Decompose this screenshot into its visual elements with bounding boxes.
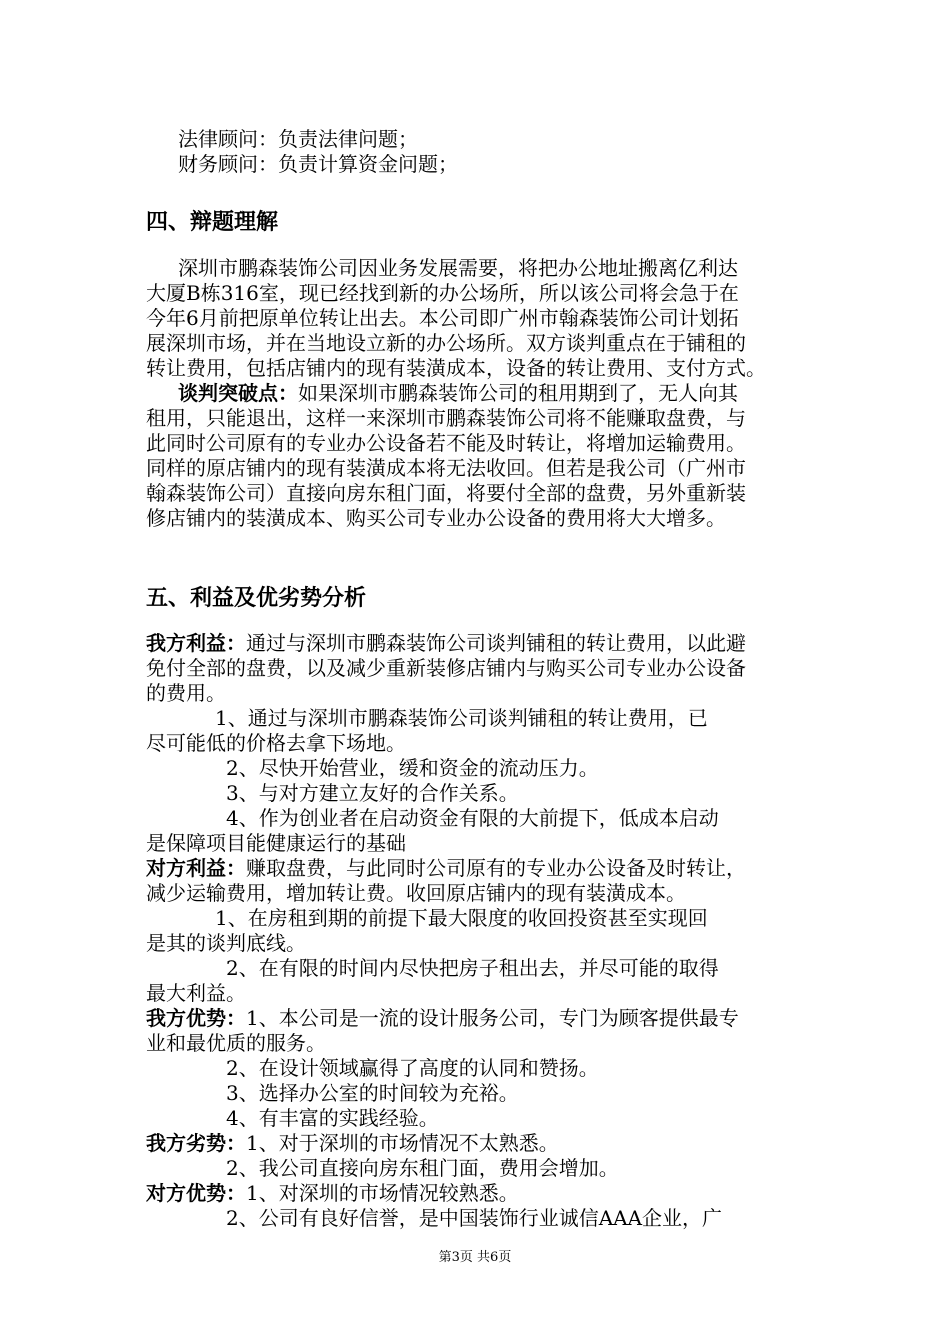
text-line: 免付全部的盘费，以及减少重新装修店铺内与购买公司专业办公设备 bbox=[146, 656, 746, 680]
text-line: 4、有丰富的实践经验。 bbox=[226, 1106, 439, 1130]
text-line: 2、我公司直接向房东租门面，费用会增加。 bbox=[226, 1156, 619, 1180]
text-line: 法律顾问：负责法律问题； bbox=[178, 127, 418, 151]
text-line: 2、在设计领域赢得了高度的认同和赞扬。 bbox=[226, 1056, 599, 1080]
text-line bbox=[178, 381, 838, 406]
inline-text: 如果深圳市鹏森装饰公司的租用期到了，无人向其 bbox=[298, 381, 738, 405]
text-line: 2、公司有良好信誉，是中国装饰行业诚信AAA企业，广 bbox=[226, 1206, 723, 1230]
text-line: 减少运输费用，增加转让费。收回原店铺内的现有装潢成本。 bbox=[146, 881, 686, 905]
page-footer: 第3页 共6页 bbox=[438, 1250, 512, 1265]
text-line bbox=[146, 1181, 806, 1206]
inline-label: 我方优势： bbox=[146, 1006, 246, 1030]
text-line bbox=[146, 1131, 806, 1156]
text-line: 3、选择办公室的时间较为充裕。 bbox=[226, 1081, 519, 1105]
text-line: 大厦B栋316室，现已经找到新的办公场所，所以该公司将会急于在 bbox=[146, 281, 739, 305]
inline-text: 赚取盘费，与此同时公司原有的专业办公设备及时转让， bbox=[246, 856, 746, 880]
inline-text: 1、本公司是一流的设计服务公司，专门为顾客提供最专 bbox=[246, 1006, 739, 1030]
inline-text: 通过与深圳市鹏森装饰公司谈判铺租的转让费用，以此避 bbox=[246, 631, 746, 655]
text-line: 2、在有限的时间内尽快把房子租出去，并尽可能的取得 bbox=[226, 956, 719, 980]
text-line: 最大利益。 bbox=[146, 981, 246, 1005]
text-line: 是保障项目能健康运行的基础 bbox=[146, 831, 406, 855]
text-line bbox=[146, 1006, 806, 1031]
text-line: 翰森装饰公司）直接向房东租门面，将要付全部的盘费，另外重新装 bbox=[146, 481, 746, 505]
text-line: 4、作为创业者在启动资金有限的大前提下，低成本启动 bbox=[226, 806, 719, 830]
text-line: 2、尽快开始营业，缓和资金的流动压力。 bbox=[226, 756, 599, 780]
text-line: 是其的谈判底线。 bbox=[146, 931, 306, 955]
text-line: 3、与对方建立友好的合作关系。 bbox=[226, 781, 519, 805]
inline-text: 1、对深圳的市场情况较熟悉。 bbox=[246, 1181, 519, 1205]
inline-label: 对方优势： bbox=[146, 1181, 246, 1205]
text-line: 1、在房租到期的前提下最大限度的收回投资甚至实现回 bbox=[215, 906, 708, 930]
inline-label: 我方劣势： bbox=[146, 1131, 246, 1155]
section-heading: 五、利益及优劣势分析 bbox=[146, 586, 367, 611]
text-line: 深圳市鹏森装饰公司因业务发展需要，将把办公地址搬离亿利达 bbox=[178, 256, 738, 280]
text-line: 展深圳市场，并在当地设立新的办公场所。双方谈判重点在于铺租的 bbox=[146, 331, 746, 355]
inline-text: 1、对于深圳的市场情况不太熟悉。 bbox=[246, 1131, 559, 1155]
inline-label: 对方利益： bbox=[146, 856, 246, 880]
section-heading: 四、辩题理解 bbox=[146, 210, 279, 235]
text-line bbox=[146, 856, 806, 881]
text-line: 今年6月前把原单位转让出去。本公司即广州市翰森装饰公司计划拓 bbox=[146, 306, 739, 330]
text-line: 此同时公司原有的专业办公设备若不能及时转让，将增加运输费用。 bbox=[146, 431, 746, 455]
text-line: 同样的原店铺内的现有装潢成本将无法收回。但若是我公司（广州市 bbox=[146, 456, 746, 480]
text-line: 1、通过与深圳市鹏森装饰公司谈判铺租的转让费用，已 bbox=[215, 706, 708, 730]
text-line: 业和最优质的服务。 bbox=[146, 1031, 326, 1055]
text-line: 修店铺内的装潢成本、购买公司专业办公设备的费用将大大增多。 bbox=[146, 506, 726, 530]
inline-label: 谈判突破点： bbox=[178, 381, 298, 405]
inline-label: 我方利益： bbox=[146, 631, 246, 655]
text-line: 转让费用，包括店铺内的现有装潢成本，设备的转让费用、支付方式。 bbox=[146, 356, 766, 380]
text-line: 财务顾问：负责计算资金问题； bbox=[178, 152, 458, 176]
text-line bbox=[146, 631, 806, 656]
text-line: 的费用。 bbox=[146, 681, 226, 705]
text-line: 租用，只能退出，这样一来深圳市鹏森装饰公司将不能赚取盘费，与 bbox=[146, 406, 746, 430]
text-line: 尽可能低的价格去拿下场地。 bbox=[146, 731, 406, 755]
